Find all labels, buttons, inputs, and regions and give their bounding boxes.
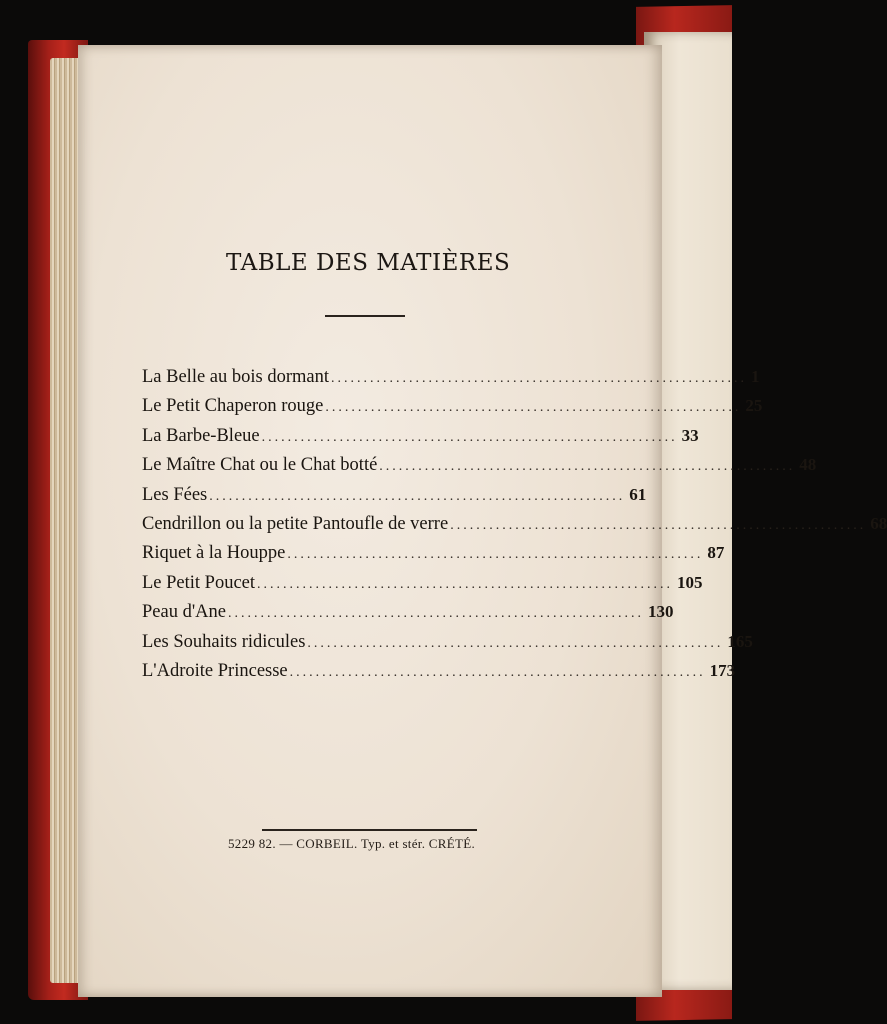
toc-entry — [142, 367, 760, 396]
toc-entry-title: Les Souhaits ridicules — [142, 631, 306, 652]
toc-entry-page: 48 — [799, 455, 817, 475]
toc-entry-page: 61 — [629, 484, 647, 504]
toc-entry-page: 165 — [727, 631, 753, 651]
toc-entry-title: Le Petit Poucet — [142, 572, 256, 593]
toc-entry — [142, 396, 763, 425]
toc-entry-title: Peau d'Ane — [142, 602, 226, 623]
toc-entry-title: Les Fées — [142, 484, 208, 505]
page-title: TABLE DES MATIÈRES — [226, 250, 511, 276]
footer-rule — [262, 829, 477, 831]
toc-entry-page: 87 — [707, 543, 725, 563]
toc-entry-page: 130 — [648, 602, 674, 622]
toc-entry-title: Cendrillon ou la petite Pantoufle de verre — [142, 513, 449, 534]
toc-entry-page: 105 — [677, 572, 703, 592]
toc-entry — [142, 425, 699, 455]
dot-leader: ................................................................ — [257, 576, 674, 592]
dot-leader: ................................................................ — [307, 635, 724, 651]
toc-entry — [142, 660, 736, 690]
toc-entry-title: Riquet à la Houppe — [142, 543, 286, 564]
dot-leader: ................................................................ — [450, 517, 867, 533]
printer-imprint: 5229 82. — CORBEIL. Typ. et stér. CRÉTÉ. — [228, 836, 476, 851]
toc-entry-page: 25 — [745, 396, 763, 416]
toc-entry — [142, 572, 703, 602]
dot-leader: ................................................................ — [379, 459, 796, 475]
toc-entry — [142, 543, 725, 572]
toc-entry-title: La Belle au bois dormant — [142, 367, 330, 387]
dot-leader: ................................................................ — [287, 547, 704, 563]
dot-leader: ................................................................ — [261, 429, 678, 445]
dot-leader: ................................................................ — [325, 400, 742, 416]
toc-entry — [142, 513, 887, 543]
toc-entry-title: L'Adroite Princesse — [142, 660, 288, 681]
dot-leader: ................................................................ — [209, 488, 626, 504]
dot-leader: ................................................................ — [289, 664, 706, 680]
toc-entry-page: 68 — [870, 513, 887, 533]
toc-entry — [142, 602, 674, 631]
title-rule — [325, 315, 405, 317]
toc-entry — [142, 631, 753, 661]
toc-entry-title: Le Petit Chaperon rouge — [142, 396, 324, 417]
toc-entry-title: Le Maître Chat ou le Chat botté — [142, 455, 378, 476]
toc-entry-page: 33 — [681, 425, 699, 445]
dot-leader: ................................................................ — [228, 606, 644, 622]
dot-leader: ................................................................ — [331, 371, 748, 386]
toc-entry — [142, 455, 817, 484]
toc-entry-page: 1 — [751, 367, 760, 386]
toc-entry-page: 173 — [709, 660, 736, 680]
table-of-contents — [142, 367, 887, 690]
toc-entry — [142, 484, 647, 514]
toc-entry-title: La Barbe-Bleue — [142, 425, 260, 446]
